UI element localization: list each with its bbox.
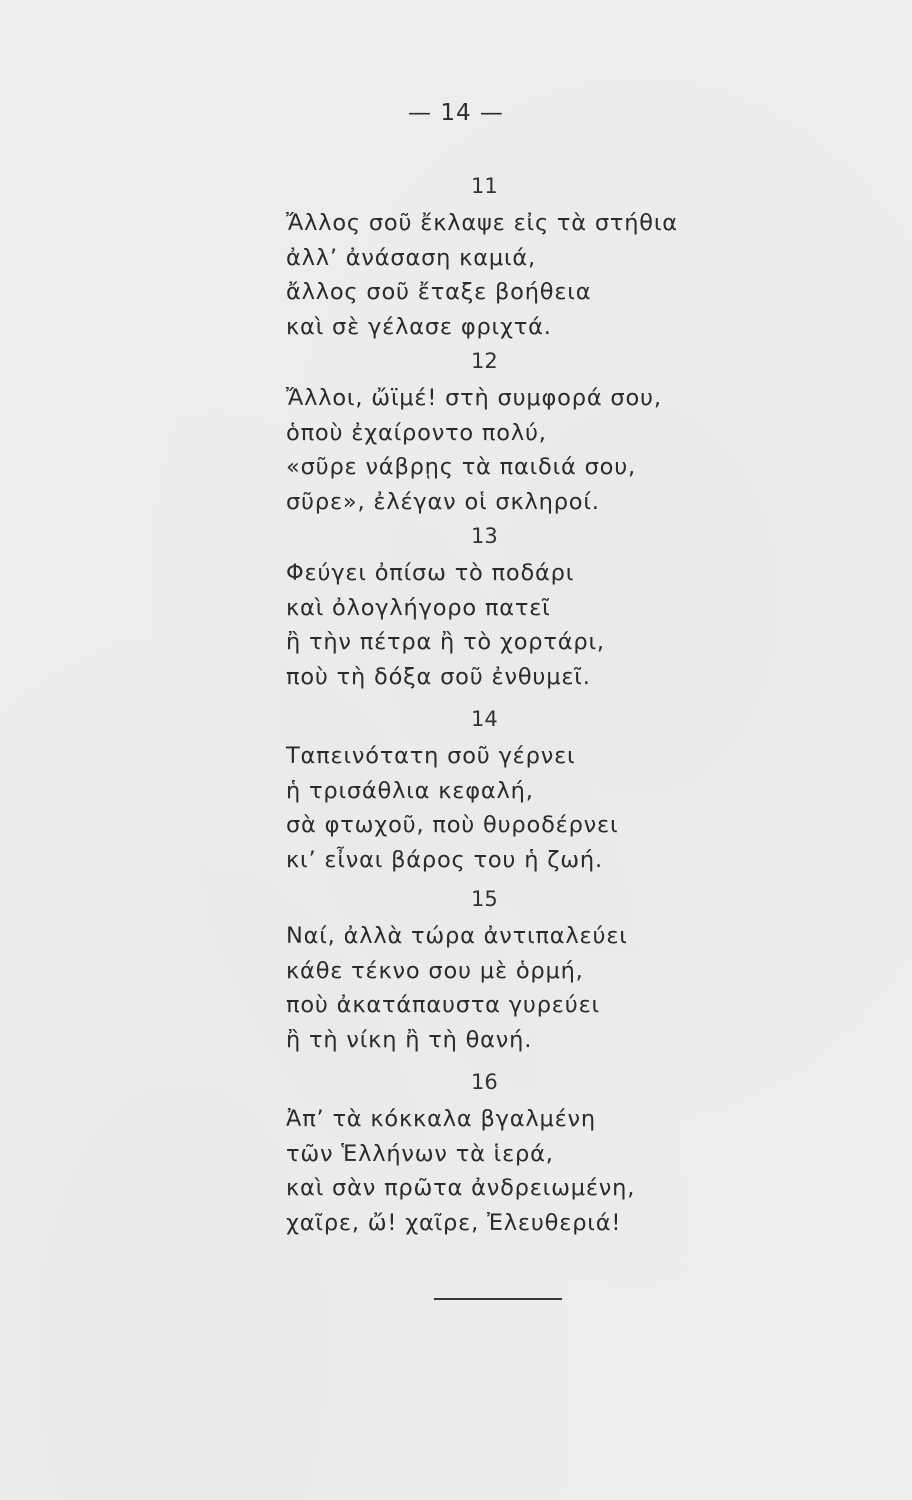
verse-line: χαῖρε, ὤ! χαῖρε, Ἐλευθεριά! [286, 1209, 622, 1236]
verse-line: καὶ σὰν πρῶτα ἀνδρειωμένη, [286, 1175, 636, 1201]
verse-line: ἢ τὴν πέτρα ἢ τὸ χορτάρι, [286, 629, 605, 655]
verse-line: καὶ σὲ γέλασε φριχτά. [286, 313, 552, 340]
verse-line: Ἀπ’ τὰ κόκκαλα βγαλμένη [286, 1106, 596, 1132]
verse-line: ποὺ τὴ δόξα σοῦ ἐνθυμεῖ. [286, 663, 591, 690]
verse-line: Ἄλλοι, ὤϊμέ! στὴ συμφορά σου, [286, 385, 662, 411]
verse-line: ἡ τρισάθλια κεφαλή, [286, 777, 534, 804]
verse-line: κάθε τέκνο σου μὲ ὁρμή, [286, 957, 584, 984]
stanza-number: 16 [471, 1070, 498, 1094]
verse-line: σὰ φτωχοῦ, ποὺ θυροδέρνει [286, 812, 619, 838]
stanza-12 [286, 345, 716, 519]
verse-line: «σῦρε νάβρῃς τὰ παιδιά σου, [286, 454, 636, 480]
verse-line: Φεύγει ὀπίσω τὸ ποδάρι [286, 560, 575, 586]
verse-line: καὶ ὀλογλήγορο πατεῖ [286, 594, 551, 621]
verse-line: σῦρε», ἐλέγαν οἱ σκληροί. [286, 488, 600, 515]
stanza-13 [286, 520, 716, 694]
stanza-16 [286, 1066, 716, 1240]
stanza-number: 14 [471, 707, 498, 731]
stanza-number: 15 [471, 887, 498, 911]
verse-line: ἀλλ’ ἀνάσαση καμιά, [286, 244, 536, 271]
verse-line: τῶν Ἑλλήνων τὰ ἱερά, [286, 1140, 554, 1167]
stanza-number: 13 [471, 524, 498, 548]
verse-line: Ναί, ἀλλὰ τώρα ἀντιπαλεύει [286, 923, 628, 949]
verse-line: ὁποὺ ἐχαίροντο πολύ, [286, 419, 547, 446]
verse-line: Ταπεινότατη σοῦ γέρνει [286, 743, 576, 769]
stanza-11 [286, 170, 716, 344]
verse-line: Ἄλλος σοῦ ἔκλαψε εἰς τὰ στήθια [286, 210, 678, 236]
verse-line: ἄλλος σοῦ ἔταξε βοήθεια [286, 279, 592, 305]
stanza-15 [286, 883, 716, 1057]
stanza-number: 12 [471, 349, 498, 373]
stanza-14 [286, 703, 716, 877]
page-number: — 14 — [408, 100, 504, 126]
verse-line: κι’ εἶναι βάρος του ἡ ζωή. [286, 846, 603, 873]
stanza-number: 11 [471, 174, 498, 198]
verse-line: ἢ τὴ νίκη ἢ τὴ θανή. [286, 1026, 533, 1053]
verse-line: ποὺ ἀκατάπαυστα γυρεύει [286, 992, 600, 1018]
end-rule-divider [434, 1298, 562, 1300]
